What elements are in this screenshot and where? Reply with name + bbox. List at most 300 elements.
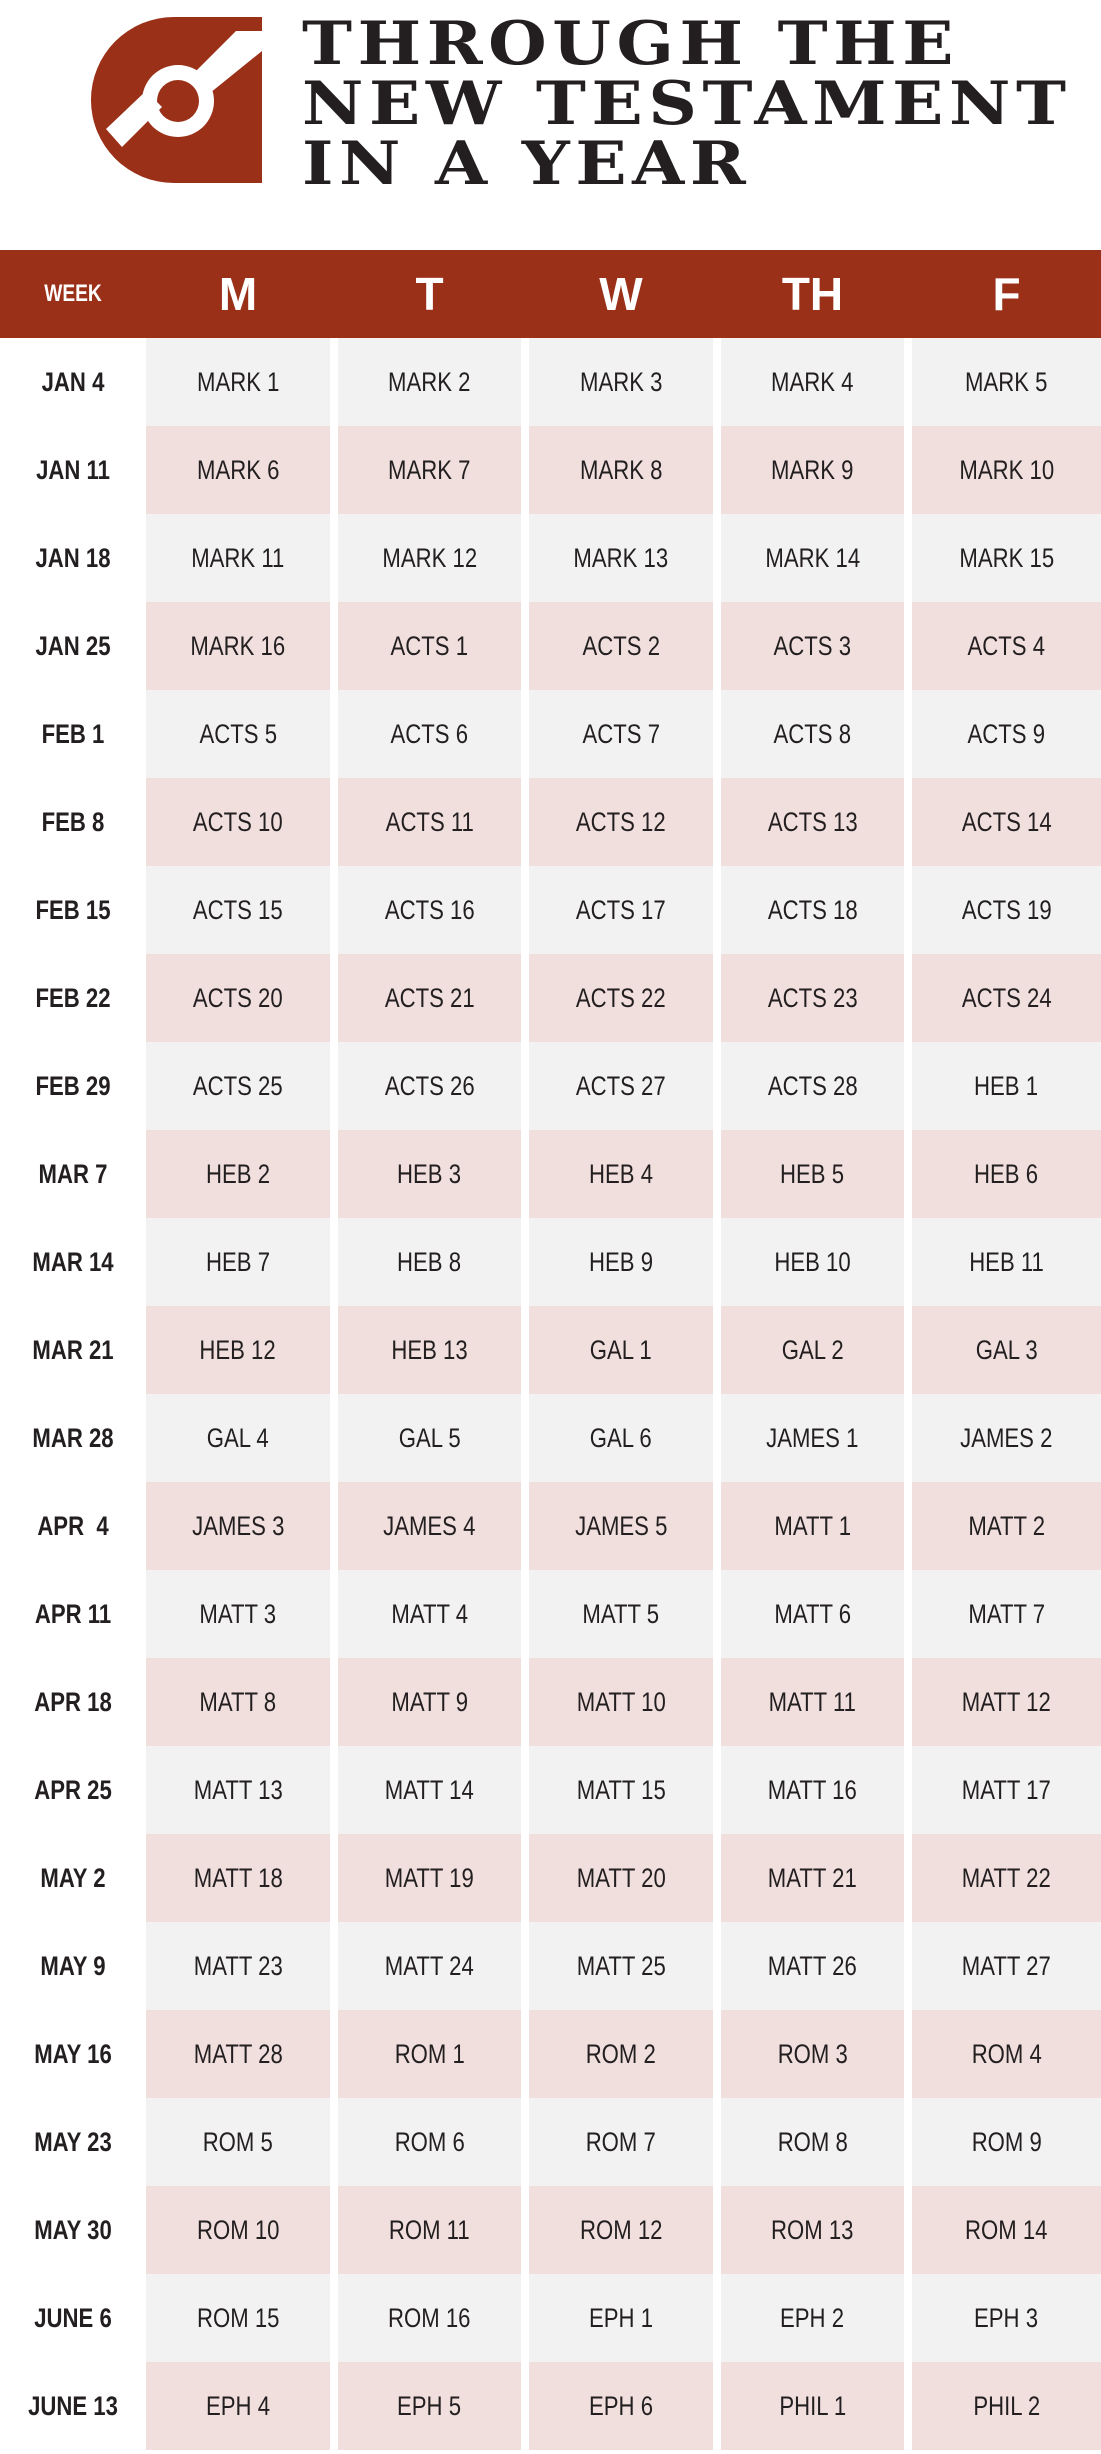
table-row	[0, 1042, 1101, 1130]
reading-text: ACTS 10	[193, 806, 283, 837]
reading-text: HEB 5	[780, 1158, 845, 1189]
reading-cell	[338, 514, 521, 602]
reading-text: MATT 7	[968, 1598, 1045, 1629]
reading-text: MATT 24	[385, 1950, 474, 1981]
reading-cell	[529, 1922, 713, 2010]
reading-cell	[338, 338, 521, 426]
reading-cell	[146, 866, 330, 954]
week-label: FEB 29	[35, 1070, 111, 1101]
week-label: APR 4	[37, 1510, 109, 1541]
reading-text: MATT 1	[774, 1510, 851, 1541]
reading-text: MARK 10	[959, 454, 1054, 485]
reading-cell	[912, 954, 1101, 1042]
reading-text: ACTS 6	[390, 718, 469, 749]
reading-cell	[721, 778, 904, 866]
reading-text: ROM 4	[971, 2038, 1042, 2069]
reading-text: ACTS 14	[961, 806, 1052, 837]
reading-text: MARK 15	[959, 542, 1054, 573]
reading-text: ROM 14	[965, 2214, 1048, 2245]
reading-text: ROM 9	[971, 2126, 1042, 2157]
reading-text: JAMES 4	[383, 1510, 476, 1541]
reading-cell	[529, 1658, 713, 1746]
reading-cell	[912, 338, 1101, 426]
week-label: MAR 28	[32, 1422, 114, 1453]
table-row	[0, 1218, 1101, 1306]
table-row	[0, 514, 1101, 602]
reading-text: ROM 8	[777, 2126, 848, 2157]
reading-cell	[146, 778, 330, 866]
reading-cell	[912, 514, 1101, 602]
reading-cell	[338, 1746, 521, 1834]
reading-cell	[146, 602, 330, 690]
reading-cell	[721, 602, 904, 690]
reading-cell	[912, 1218, 1101, 1306]
reading-cell	[529, 1482, 713, 1570]
reading-text: MARK 2	[388, 366, 471, 397]
reading-cell	[338, 426, 521, 514]
reading-cell	[338, 1658, 521, 1746]
reading-cell	[146, 1218, 330, 1306]
reading-cell	[721, 2186, 904, 2274]
reading-cell	[338, 1482, 521, 1570]
week-label: APR 18	[34, 1686, 112, 1717]
week-label: JUNE 6	[34, 2302, 112, 2333]
reading-text: PHIL 2	[973, 2390, 1040, 2421]
reading-text: ACTS 1	[390, 630, 469, 661]
reading-text: ROM 6	[394, 2126, 465, 2157]
reading-cell	[912, 2186, 1101, 2274]
table-row	[0, 1746, 1101, 1834]
reading-cell	[146, 1746, 330, 1834]
reading-text: HEB 1	[974, 1070, 1039, 1101]
reading-text: EPH 6	[588, 2390, 653, 2421]
reading-text: MARK 14	[765, 542, 860, 573]
reading-text: ACTS 5	[199, 718, 277, 749]
reading-cell	[912, 2274, 1101, 2362]
table-row	[0, 2362, 1101, 2450]
reading-text: GAL 4	[207, 1422, 269, 1453]
reading-cell	[721, 1570, 904, 1658]
reading-text: ROM 2	[585, 2038, 657, 2069]
reading-cell	[338, 2274, 521, 2362]
table-row	[0, 1922, 1101, 2010]
reading-text: ACTS 20	[193, 982, 283, 1013]
column-header-week: WEEK	[44, 280, 102, 307]
reading-cell	[146, 1570, 330, 1658]
reading-cell	[146, 1482, 330, 1570]
reading-cell	[721, 1922, 904, 2010]
column-header-monday: M	[218, 268, 258, 320]
reading-text: MATT 6	[774, 1598, 851, 1629]
reading-text: GAL 6	[590, 1422, 652, 1453]
reading-text: MATT 10	[576, 1686, 666, 1717]
reading-cell	[338, 1834, 521, 1922]
reading-text: MATT 22	[962, 1862, 1051, 1893]
week-label: JUNE 13	[28, 2390, 118, 2421]
week-label: JAN 4	[41, 366, 105, 397]
week-label: MAY 2	[40, 1862, 106, 1893]
reading-cell	[529, 778, 713, 866]
reading-text: MARK 7	[388, 454, 471, 485]
reading-cell	[721, 2098, 904, 2186]
table-row	[0, 426, 1101, 514]
reading-cell	[912, 1042, 1101, 1130]
reading-text: EPH 2	[780, 2302, 845, 2333]
column-header-friday: F	[992, 268, 1021, 320]
reading-cell	[912, 2362, 1101, 2450]
reading-cell	[146, 954, 330, 1042]
table-row	[0, 602, 1101, 690]
week-label: MAR 7	[38, 1158, 108, 1189]
reading-text: ACTS 27	[576, 1070, 666, 1101]
reading-text: ACTS 9	[967, 718, 1046, 749]
reading-text: ROM 7	[585, 2126, 657, 2157]
reading-cell	[529, 866, 713, 954]
table-row	[0, 338, 1101, 426]
reading-cell	[338, 1394, 521, 1482]
reading-cell	[146, 2274, 330, 2362]
reading-text: ROM 15	[196, 2302, 280, 2333]
reading-cell	[146, 1042, 330, 1130]
table-header-row	[0, 250, 1101, 338]
reading-cell	[912, 1922, 1101, 2010]
reading-text: ACTS 19	[961, 894, 1052, 925]
reading-text: MATT 11	[768, 1686, 857, 1717]
reading-text: MARK 12	[382, 542, 477, 573]
reading-cell	[721, 1130, 904, 1218]
reading-text: JAMES 1	[766, 1422, 859, 1453]
table-row	[0, 1482, 1101, 1570]
column-header-tuesday: T	[415, 268, 444, 320]
reading-cell	[529, 514, 713, 602]
reading-text: MARK 16	[190, 630, 286, 661]
reading-cell	[912, 866, 1101, 954]
reading-text: MATT 4	[391, 1598, 468, 1629]
reading-cell	[529, 954, 713, 1042]
table-row	[0, 1570, 1101, 1658]
reading-cell	[912, 426, 1101, 514]
reading-cell	[912, 1746, 1101, 1834]
reading-cell	[912, 1658, 1101, 1746]
reading-cell	[146, 690, 330, 778]
reading-text: MATT 27	[962, 1950, 1051, 1981]
reading-cell	[721, 1482, 904, 1570]
reading-cell	[721, 338, 904, 426]
table-row	[0, 2186, 1101, 2274]
reading-text: ROM 11	[389, 2214, 470, 2245]
reading-cell	[912, 1394, 1101, 1482]
column-header-wednesday: W	[599, 268, 643, 320]
reading-cell	[338, 954, 521, 1042]
reading-text: MARK 5	[965, 366, 1048, 397]
week-label: FEB 15	[35, 894, 111, 925]
reading-cell	[721, 1834, 904, 1922]
reading-text: MATT 21	[768, 1862, 857, 1893]
table-row	[0, 1394, 1101, 1482]
reading-cell	[721, 2274, 904, 2362]
reading-text: ACTS 24	[961, 982, 1052, 1013]
reading-cell	[338, 1218, 521, 1306]
reading-text: EPH 3	[974, 2302, 1039, 2333]
reading-text: ACTS 21	[384, 982, 475, 1013]
reading-text: EPH 1	[588, 2302, 653, 2333]
reading-cell	[146, 1130, 330, 1218]
reading-text: HEB 6	[974, 1158, 1039, 1189]
reading-text: GAL 2	[781, 1334, 844, 1365]
table-row	[0, 2098, 1101, 2186]
reading-text: HEB 7	[205, 1246, 270, 1277]
table-row	[0, 2274, 1101, 2362]
reading-cell	[338, 866, 521, 954]
table-row	[0, 690, 1101, 778]
reading-cell	[338, 602, 521, 690]
reading-cell	[529, 1218, 713, 1306]
week-label: APR 11	[34, 1598, 112, 1629]
reading-cell	[338, 778, 521, 866]
reading-text: MARK 13	[573, 542, 669, 573]
reading-cell	[529, 1570, 713, 1658]
reading-cell	[912, 2098, 1101, 2186]
reading-text: MARK 4	[771, 366, 854, 397]
reading-cell	[338, 2362, 521, 2450]
reading-cell	[529, 426, 713, 514]
table-row	[0, 1658, 1101, 1746]
reading-text: MARK 9	[771, 454, 854, 485]
week-label: MAR 21	[32, 1334, 114, 1365]
reading-text: JAMES 2	[960, 1422, 1053, 1453]
week-label: MAR 14	[32, 1246, 114, 1277]
page-header	[0, 0, 1101, 250]
reading-cell	[721, 514, 904, 602]
reading-text: ACTS 2	[582, 630, 660, 661]
reading-text: GAL 5	[398, 1422, 461, 1453]
reading-text: ACTS 4	[967, 630, 1046, 661]
reading-text: GAL 1	[590, 1334, 652, 1365]
reading-cell	[912, 690, 1101, 778]
reading-text: ROM 16	[388, 2302, 471, 2333]
reading-cell	[912, 1570, 1101, 1658]
reading-text: MATT 18	[193, 1862, 283, 1893]
reading-cell	[146, 426, 330, 514]
reading-cell	[338, 1042, 521, 1130]
reading-text: HEB 8	[397, 1246, 462, 1277]
reading-text: EPH 4	[205, 2390, 270, 2421]
reading-text: ROM 5	[202, 2126, 274, 2157]
reading-text: HEB 10	[774, 1246, 851, 1277]
reading-text: HEB 3	[397, 1158, 462, 1189]
reading-text: MATT 15	[576, 1774, 666, 1805]
reading-text: ACTS 13	[767, 806, 858, 837]
reading-text: ACTS 7	[582, 718, 660, 749]
reading-text: MARK 8	[579, 454, 663, 485]
reading-cell	[529, 1834, 713, 1922]
reading-cell	[338, 2186, 521, 2274]
reading-text: ACTS 22	[576, 982, 666, 1013]
reading-cell	[338, 2098, 521, 2186]
reading-cell	[529, 690, 713, 778]
reading-cell	[721, 1746, 904, 1834]
reading-text: PHIL 1	[779, 2390, 846, 2421]
week-label: MAY 30	[34, 2214, 112, 2245]
reading-text: ROM 3	[777, 2038, 848, 2069]
reading-text: ACTS 12	[576, 806, 666, 837]
reading-cell	[529, 1042, 713, 1130]
reading-text: JAMES 5	[574, 1510, 668, 1541]
reading-cell	[721, 2010, 904, 2098]
reading-cell	[529, 338, 713, 426]
reading-cell	[912, 1306, 1101, 1394]
reading-cell	[912, 1482, 1101, 1570]
table-row	[0, 778, 1101, 866]
reading-text: ACTS 8	[773, 718, 852, 749]
reading-cell	[338, 1570, 521, 1658]
reading-cell	[146, 1394, 330, 1482]
reading-text: ACTS 23	[767, 982, 858, 1013]
reading-text: MATT 13	[193, 1774, 283, 1805]
reading-cell	[529, 602, 713, 690]
week-label: JAN 18	[35, 542, 111, 573]
table-row	[0, 2010, 1101, 2098]
reading-cell	[529, 2186, 713, 2274]
reading-text: HEB 11	[969, 1246, 1044, 1277]
reading-text: MATT 3	[199, 1598, 277, 1629]
reading-text: MATT 5	[582, 1598, 660, 1629]
reading-text: ROM 13	[771, 2214, 854, 2245]
reading-cell	[529, 2362, 713, 2450]
reading-text: MATT 20	[576, 1862, 666, 1893]
reading-text: ACTS 28	[767, 1070, 858, 1101]
reading-text: JAMES 3	[191, 1510, 285, 1541]
reading-text: EPH 5	[397, 2390, 462, 2421]
week-label: MAY 16	[34, 2038, 112, 2069]
reading-text: HEB 9	[588, 1246, 653, 1277]
reading-text: MARK 6	[196, 454, 280, 485]
reading-cell	[529, 2098, 713, 2186]
reading-cell	[529, 1130, 713, 1218]
reading-cell	[338, 690, 521, 778]
table-row	[0, 1306, 1101, 1394]
week-label: MAY 9	[40, 1950, 106, 1981]
reading-text: ACTS 11	[385, 806, 474, 837]
title-line-1: THROUGH THE	[302, 9, 960, 79]
reading-text: MATT 16	[768, 1774, 857, 1805]
reading-cell	[338, 1130, 521, 1218]
week-label: FEB 8	[41, 806, 105, 837]
reading-cell	[529, 1746, 713, 1834]
reading-text: HEB 2	[205, 1158, 270, 1189]
reading-text: HEB 13	[391, 1334, 468, 1365]
reading-text: MATT 17	[962, 1774, 1051, 1805]
reading-text: ACTS 18	[767, 894, 858, 925]
table-row	[0, 866, 1101, 954]
reading-cell	[721, 2362, 904, 2450]
reading-cell	[721, 866, 904, 954]
reading-text: MATT 2	[968, 1510, 1045, 1541]
week-label: APR 25	[34, 1774, 112, 1805]
reading-cell	[146, 338, 330, 426]
reading-text: ROM 12	[579, 2214, 663, 2245]
reading-cell	[912, 1834, 1101, 1922]
reading-text: ROM 10	[196, 2214, 280, 2245]
reading-text: ROM 1	[394, 2038, 465, 2069]
reading-cell	[529, 2274, 713, 2362]
reading-cell	[912, 602, 1101, 690]
reading-cell	[721, 426, 904, 514]
week-label: MAY 23	[34, 2126, 112, 2157]
week-label: FEB 1	[41, 718, 105, 749]
table-row	[0, 1834, 1101, 1922]
reading-cell	[721, 1394, 904, 1482]
reading-text: MATT 25	[576, 1950, 666, 1981]
reading-text: MATT 23	[193, 1950, 283, 1981]
reading-text: HEB 12	[199, 1334, 277, 1365]
reading-text: MATT 9	[391, 1686, 468, 1717]
title-line-3: IN A YEAR	[302, 129, 752, 199]
reading-cell	[721, 1042, 904, 1130]
reading-cell	[146, 2098, 330, 2186]
reading-text: ACTS 3	[773, 630, 852, 661]
reading-cell	[721, 1306, 904, 1394]
reading-cell	[146, 1306, 330, 1394]
reading-cell	[146, 514, 330, 602]
table-row	[0, 954, 1101, 1042]
reading-text: MATT 8	[199, 1686, 277, 1717]
reading-cell	[146, 2362, 330, 2450]
reading-cell	[338, 2010, 521, 2098]
reading-text: MARK 3	[579, 366, 663, 397]
table-row	[0, 1130, 1101, 1218]
reading-cell	[529, 1306, 713, 1394]
reading-cell	[146, 2010, 330, 2098]
reading-text: ACTS 17	[576, 894, 666, 925]
reading-cell	[912, 1130, 1101, 1218]
reading-cell	[146, 2186, 330, 2274]
reading-text: MARK 1	[196, 366, 280, 397]
week-label: FEB 22	[35, 982, 111, 1013]
reading-text: ACTS 26	[384, 1070, 475, 1101]
reading-cell	[146, 1658, 330, 1746]
page-title	[302, 9, 1072, 199]
week-label: JAN 25	[35, 630, 111, 661]
reading-cell	[338, 1922, 521, 2010]
brand-logo-icon	[86, 11, 262, 189]
reading-text: GAL 3	[975, 1334, 1038, 1365]
reading-cell	[721, 1658, 904, 1746]
reading-text: MATT 14	[385, 1774, 474, 1805]
title-line-2: NEW TESTAMENT	[302, 69, 1072, 139]
week-label: JAN 11	[36, 454, 110, 485]
reading-cell	[912, 2010, 1101, 2098]
reading-cell	[721, 1218, 904, 1306]
reading-text: MATT 26	[768, 1950, 857, 1981]
reading-text: MATT 28	[193, 2038, 283, 2069]
reading-text: HEB 4	[588, 1158, 653, 1189]
reading-text: ACTS 25	[193, 1070, 283, 1101]
reading-text: MATT 12	[962, 1686, 1051, 1717]
reading-cell	[721, 690, 904, 778]
reading-cell	[146, 1922, 330, 2010]
reading-cell	[529, 2010, 713, 2098]
reading-cell	[146, 1834, 330, 1922]
reading-text: ACTS 15	[193, 894, 283, 925]
reading-cell	[338, 1306, 521, 1394]
reading-text: MARK 11	[191, 542, 285, 573]
reading-text: MATT 19	[385, 1862, 474, 1893]
reading-text: ACTS 16	[384, 894, 475, 925]
reading-cell	[721, 954, 904, 1042]
reading-cell	[529, 1394, 713, 1482]
reading-cell	[912, 778, 1101, 866]
